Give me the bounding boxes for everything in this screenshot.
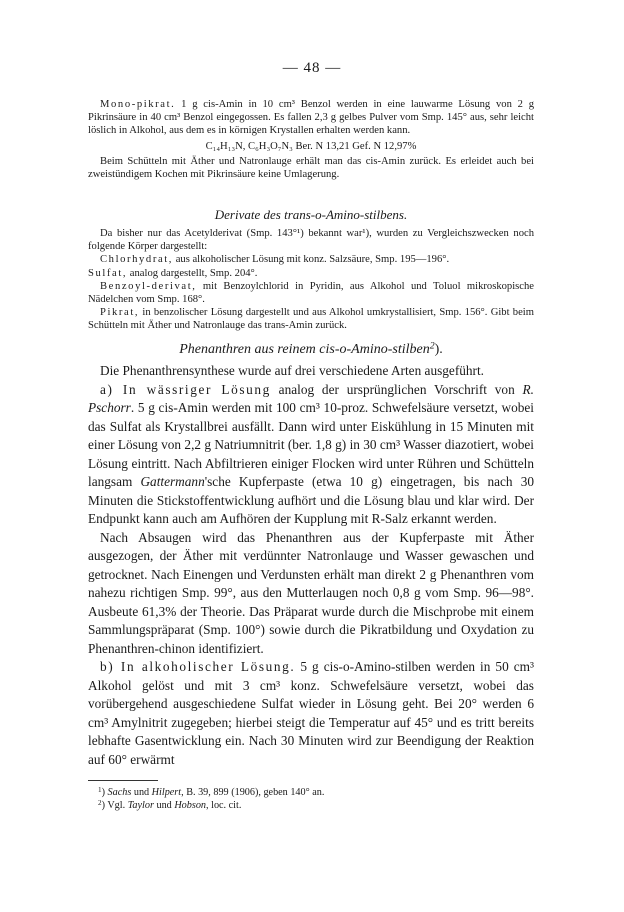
synthese-intro-paragraph: Die Phenanthrensynthese wurde auf drei verschiedene Arten ausgeführt. [100,363,484,378]
section-heading-derivate: Derivate des trans-o-Amino-stilbens. [214,207,408,222]
footnote-2-prefix: ) Vgl. [101,800,128,812]
phenanthren-heading-end: ). [434,342,443,357]
footnotes-block [88,786,534,812]
footnote-1: $^1$) Sachs und Hilpert, B. 39, 899 (1906), geben 140° an. [98,785,325,798]
footnote-1-text: , B. 39, 899 (1906), geben 140° an. [181,787,325,798]
footnote-divider [88,780,158,781]
benzoyl-label: Benzoyl-derivat, [100,280,197,292]
waessriger-loesung-label: a) In wässriger Lösung [100,381,271,397]
benzoyl-text: mit Benzoylchlorid in Pyridin, aus Alkohol und Toluol mikroskopische Nädelchen vom Smp. 168°. [88,280,534,306]
page-number: — 48 — [282,60,342,76]
pikrat-text: in benzolischer Lösung dargestellt und aus Alkohol umkrystallisiert, Smp. 156°. Gibt beim Schütteln mit Äther und Natronlauge das trans-Amin zurück. [88,307,534,332]
pikrat-paragraph [88,306,534,332]
footnote-2-author-taylor: Taylor [127,800,154,812]
derivate-intro-paragraph: Da bisher nur das Acetylderivat (Smp. 143°¹) bekannt war¹), wurden zu Vergleichszwecken noch folgende Körper dargestellt: [88,228,534,253]
footnote-2-author-hobson: Hobson [174,800,207,812]
footnote-2-und: und [153,800,175,812]
formula-line: C₁₄H₁₃N, C₆H₃O₇N₃ Ber. N 13,21 Gef. N 12,97% [205,140,417,152]
footnote-2 [88,799,534,812]
derivate-block [88,227,534,333]
sulfat-text: analog dargestellt, Smp. 204°. [127,267,258,279]
sulfat-paragraph [88,267,534,280]
benzoyl-paragraph [88,280,534,306]
waessriger-text-a: analog der ursprünglichen Vorschrift von [270,381,523,397]
author-pschorr: R. Pschorr [88,381,534,415]
footnote-1-author-hilpert: Hilpert [151,787,182,798]
footnote-1-author-sachs: Sachs [107,787,132,798]
alkoholischer-text: 5 g cis-o-Amino-stilben werden in 50 cm³ Alkohol gelöst und mit 3 cm³ konz. Schwefelsäure versetzt, wobei das vorübergehend ausgeschiedene Sulfat wieder in Lösung geht. Bei 20° werden 6 cm³ Amylnitrit zugegeben; hierbei steigt die Temperatur auf 45° und es tritt bereits lebhafte Gasentwicklung ein. Nach 30 Minuten wird zur Beendigung der Reaktion auf 60° erwärmt [88,659,534,767]
intro-block [88,98,534,181]
sulfat-label: Sulfat, [88,267,128,279]
waessriger-text-c: 'sche Kupferpaste (etwa 10 g) eingetragen, bis nach 30 Minuten die Stickstoffentwicklung aufhört und die Lösung blau und klar wird. Der Endpunkt kann auch am Aufhören der Kupplung mit R-Salz erkannt werden. [88,474,534,526]
chlorhydrat-label: Chlorhydrat, [100,254,174,266]
mono-pikrat-paragraph [88,98,534,138]
alkoholischer-loesung-paragraph [88,658,534,769]
waessriger-loesung-paragraph [88,381,534,529]
footnote-2-text: , loc. cit. [206,800,242,812]
footnote-1-und: und [131,787,152,798]
phenanthren-heading-text: Phenanthren aus reinem cis-o-Amino-stilben [179,342,430,357]
waessriger-text-b: . 5 g cis-Amin werden mit 100 cm³ 10-proz. Schwefelsäure versetzt, wobei das Sulfat als Krystallbrei ausfällt. Dann wird unter Eiskühlung in 15 Minuten mit einer Lösung von 2,2 g Natriumnitrit (ber. 1,8 g) in 30 cm³ Wasser diazotiert, wobei Lösung eintritt. Nach Abfiltrieren einiger Flocken wird unter Rühren und Schütteln langsam [88,400,534,489]
absaugen-paragraph: Nach Absaugen wird das Phenanthren aus der Kupferpaste mit Äther ausgezogen, der Äther mit verdünnter Natronlauge und Wasser gewaschen und getrocknet. Nach Einengen und Verdunsten erhält man direkt 2 g Phenanthren vom nahezu richtigen Smp. 99°, aus den Mutterlaugen noch 0,8 g vom Smp. 96—98°. Ausbeute 61,3% der Theorie. Das Präparat wurde durch die Mischprobe mit einem Sammlungspräparat (Smp. 100°) sowie durch die Pikratbildung und Oxydation zu Phenanthren-chinon identifiziert. [88,529,534,656]
footnote-1-mark: 1 [98,785,102,794]
mono-pikrat-label: Mono-pikrat. [100,99,176,110]
mono-pikrat-text: 1 g cis-Amin in 10 cm³ Benzol werden in eine lauwarme Lösung von 2 g Pikrinsäure in 40 cm³ Benzol eingegossen. Es fallen 2,3 g gelbes Pulver vom Smp. 145° aus, sehr leicht löslich in Alkohol, aus dem es in körnigen Krystallen erhalten werden kann. [88,99,534,137]
author-gattermann: Gattermann [140,474,205,489]
alkoholischer-loesung-label: b) In alkoholischer Lösung. [100,659,296,674]
phenanthren-heading-footnote-mark: 2 [429,340,435,352]
footnote-2-mark: 2 [98,799,102,807]
section-heading-phenanthren [88,342,534,358]
chlorhydrat-paragraph [88,253,534,266]
pikrat-label: Pikrat, [100,307,140,319]
chlorhydrat-text: aus alkoholischer Lösung mit konz. Salzsäure, Smp. 195—196°. [173,254,450,266]
phenanthren-block [88,362,534,769]
schuetteln-paragraph: Beim Schütteln mit Äther und Natronlauge erhält man das cis-Amin zurück. Es erleidet auch bei zweistündigem Kochen mit Pikrinsäure keine Umlagerung. [88,155,534,181]
